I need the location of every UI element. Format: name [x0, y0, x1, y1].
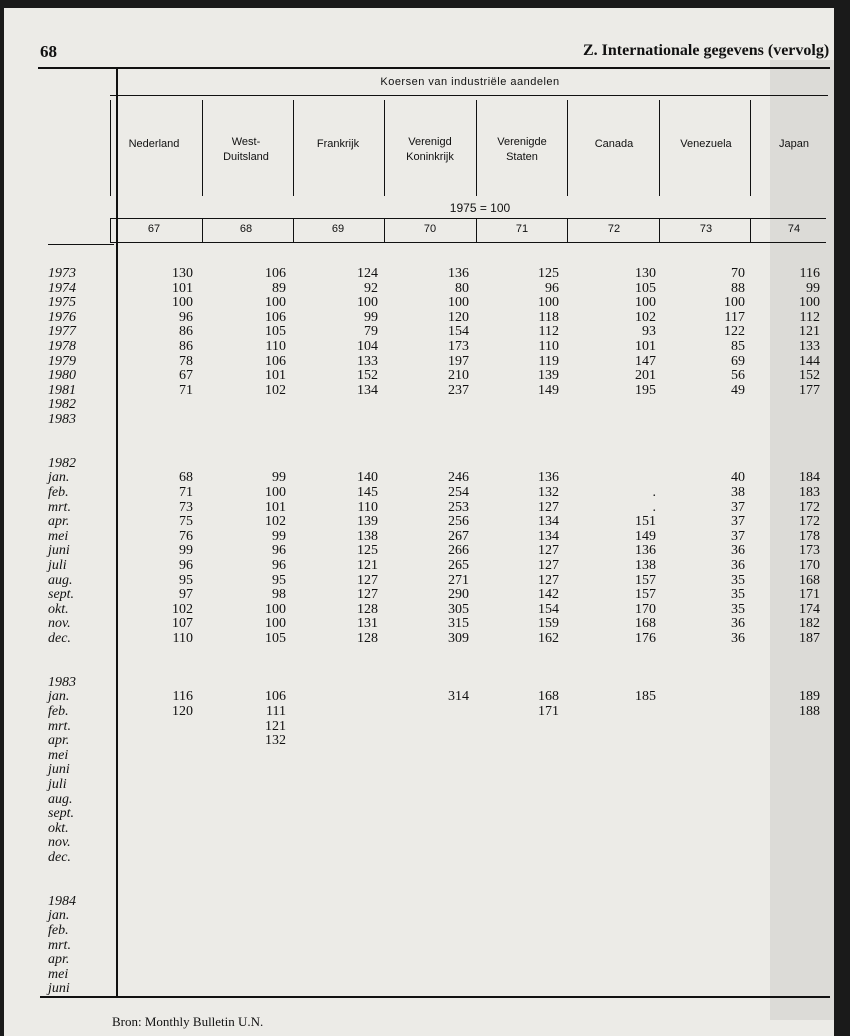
row-label: sept.: [48, 587, 75, 603]
cell-fra: 124: [357, 266, 378, 281]
cell-wdu: 101: [265, 499, 286, 515]
cell-ven: 88: [731, 280, 745, 296]
cell-ven: 36: [731, 543, 745, 559]
cell-vk: 154: [448, 324, 469, 340]
cell-vs: 136: [538, 470, 559, 486]
cell-jap: 178: [799, 528, 820, 544]
cell-vk: 253: [448, 499, 469, 515]
cell-ven: 40: [731, 470, 745, 486]
cell-ven: 56: [731, 368, 745, 384]
cell-wdu: 111: [266, 704, 286, 719]
cell-fra: 100: [357, 295, 378, 311]
cell-can: .: [652, 499, 656, 515]
row-label: 1983: [48, 412, 76, 427]
cell-fra: 140: [357, 470, 378, 486]
cell-jap: 188: [799, 704, 820, 719]
row-label: mei: [48, 966, 69, 982]
column-num-divider: [384, 218, 385, 242]
row-label: 1977: [48, 324, 76, 340]
row-label: juni: [48, 543, 70, 559]
cell-ven: 35: [731, 587, 745, 603]
row-label: feb.: [48, 923, 69, 938]
cell-ned: 96: [179, 558, 193, 573]
cell-jap: 187: [799, 631, 820, 646]
cell-wdu: 100: [265, 485, 286, 500]
cell-wdu: 102: [265, 382, 286, 398]
cell-jap: 121: [799, 324, 820, 340]
cell-vs: 119: [538, 353, 559, 369]
cell-wdu: 99: [272, 528, 286, 544]
cell-vs: 149: [538, 382, 559, 398]
column-number-ned: 67: [147, 223, 161, 235]
cell-wdu: 110: [265, 339, 286, 354]
cell-ven: 70: [731, 266, 745, 281]
cell-can: 170: [635, 601, 656, 617]
cell-ven: 35: [731, 601, 745, 617]
row-label: juli: [48, 558, 67, 573]
cell-wdu: 106: [265, 309, 286, 325]
cell-jap: 189: [799, 689, 820, 705]
bottom-rule: [40, 996, 830, 998]
cell-can: 149: [635, 528, 656, 544]
cell-fra: 110: [357, 499, 378, 515]
cell-jap: 184: [799, 470, 820, 486]
cell-jap: 99: [806, 280, 820, 296]
column-num-divider: [110, 218, 111, 242]
cell-fra: 104: [357, 339, 378, 354]
cell-vs: 132: [538, 485, 559, 500]
cell-ven: 85: [731, 339, 745, 354]
column-header-vk: Verenigd Koninkrijk: [406, 136, 454, 163]
cell-can: 176: [635, 631, 656, 646]
cell-wdu: 96: [272, 558, 286, 573]
row-label: feb.: [48, 704, 69, 719]
cell-ven: 36: [731, 558, 745, 573]
cell-wdu: 100: [265, 601, 286, 617]
row-label: mei: [48, 528, 69, 544]
cell-vs: 134: [538, 528, 559, 544]
row-label: okt.: [48, 820, 69, 836]
cell-can: 157: [635, 587, 656, 603]
row-label: aug.: [48, 791, 73, 807]
cell-vs: 159: [538, 616, 559, 632]
cell-ned: 110: [172, 631, 193, 646]
cell-can: 168: [635, 616, 656, 632]
row-label: apr.: [48, 733, 70, 749]
cell-fra: 99: [364, 309, 378, 325]
row-label: 1981: [48, 382, 76, 398]
row-label: jan.: [48, 908, 70, 924]
page-number: 68: [40, 42, 57, 61]
cell-ned: 73: [179, 499, 193, 515]
row-label: 1976: [48, 309, 76, 325]
cell-wdu: 102: [265, 514, 286, 530]
column-divider: [567, 100, 568, 196]
row-label: aug.: [48, 572, 73, 588]
row-label: 1978: [48, 339, 76, 354]
column-header-can: Canada: [594, 138, 634, 150]
cell-vk: 210: [448, 368, 469, 384]
cell-ven: 122: [724, 324, 745, 340]
cell-jap: 182: [799, 616, 820, 632]
row-label: 1980: [48, 368, 76, 384]
cell-ned: 120: [172, 704, 193, 719]
row-label: mrt.: [48, 718, 71, 734]
cell-can: 130: [635, 266, 656, 281]
cell-jap: 116: [799, 266, 820, 281]
cell-jap: 112: [799, 309, 820, 325]
column-divider: [659, 100, 660, 196]
cell-wdu: 106: [265, 266, 286, 281]
cell-wdu: 99: [272, 470, 286, 486]
cell-fra: 128: [357, 631, 378, 646]
cell-jap: 168: [799, 572, 820, 588]
column-num-divider: [476, 218, 477, 242]
row-label: 1974: [48, 280, 76, 296]
row-label: dec.: [48, 850, 71, 865]
column-header-ned: Nederland: [128, 138, 180, 150]
cell-wdu: 105: [265, 631, 286, 646]
table-title: Koersen van industriële aandelen: [380, 76, 560, 88]
cell-vk: 265: [448, 558, 469, 573]
cell-ned: 86: [179, 324, 193, 340]
cell-ned: 76: [179, 528, 193, 544]
cell-vk: 309: [448, 631, 469, 646]
cell-ven: 100: [724, 295, 745, 311]
column-num-divider: [202, 218, 203, 242]
cell-ven: 69: [731, 353, 745, 369]
cell-wdu: 89: [272, 280, 286, 296]
column-number-ven: 73: [699, 223, 713, 235]
cell-vs: 127: [538, 558, 559, 573]
row-label: feb.: [48, 485, 69, 500]
column-number-vk: 70: [423, 223, 437, 235]
cell-vk: 256: [448, 514, 469, 530]
cell-ned: 86: [179, 339, 193, 354]
row-label: mei: [48, 747, 69, 763]
cell-jap: 183: [799, 485, 820, 500]
cell-vs: 139: [538, 368, 559, 384]
base-rule: [110, 218, 826, 219]
cell-vs: 162: [538, 631, 559, 646]
cell-vs: 112: [538, 324, 559, 340]
cell-ned: 95: [179, 572, 193, 588]
cell-fra: 131: [357, 616, 378, 632]
row-label: apr.: [48, 952, 70, 968]
cell-vs: 142: [538, 587, 559, 603]
cell-vs: 127: [538, 543, 559, 559]
cell-ven: 49: [731, 382, 745, 398]
cell-wdu: 98: [272, 587, 286, 603]
cell-vk: 290: [448, 587, 469, 603]
cell-vk: 237: [448, 382, 469, 398]
cell-can: 93: [642, 324, 656, 340]
cell-ned: 78: [179, 353, 193, 369]
cell-ned: 96: [179, 309, 193, 325]
section-title: Z. Internationale gegevens (vervolg): [583, 42, 830, 59]
cell-can: 195: [635, 382, 656, 398]
cell-fra: 125: [357, 543, 378, 559]
cell-jap: 174: [799, 601, 820, 617]
column-num-divider: [293, 218, 294, 242]
cell-vk: 173: [448, 339, 469, 354]
cell-fra: 92: [364, 280, 378, 296]
cell-jap: 133: [799, 339, 820, 354]
cell-vk: 267: [448, 528, 469, 544]
column-num-divider: [567, 218, 568, 242]
cell-wdu: 105: [265, 324, 286, 340]
cell-fra: 128: [357, 601, 378, 617]
column-header-wdu: West- Duitsland: [223, 136, 269, 163]
cell-jap: 152: [799, 368, 820, 384]
cell-wdu: 106: [265, 353, 286, 369]
cell-wdu: 106: [265, 689, 286, 705]
cell-ned: 71: [179, 485, 193, 500]
cell-can: 157: [635, 572, 656, 588]
column-number-wdu: 68: [239, 223, 253, 235]
row-label: mrt.: [48, 937, 71, 953]
cell-jap: 144: [799, 353, 820, 369]
cell-wdu: 121: [265, 718, 286, 734]
row-label: 1983: [48, 674, 76, 690]
cell-can: 147: [635, 353, 656, 369]
cell-ned: 67: [179, 368, 193, 384]
cell-ven: 37: [731, 514, 745, 530]
cell-wdu: 100: [265, 295, 286, 311]
cell-vk: 305: [448, 601, 469, 617]
cell-can: 136: [635, 543, 656, 559]
row-label: mrt.: [48, 499, 71, 515]
row-label: 1973: [48, 266, 76, 281]
cell-vk: 314: [448, 689, 469, 705]
cell-fra: 133: [357, 353, 378, 369]
cell-ned: 101: [172, 280, 193, 296]
row-label: juni: [48, 981, 70, 997]
cell-ven: 35: [731, 572, 745, 588]
cell-ned: 116: [172, 689, 193, 705]
cell-ned: 107: [172, 616, 193, 632]
column-number-fra: 69: [331, 223, 345, 235]
cell-ven: 38: [731, 485, 745, 500]
cell-jap: 172: [799, 514, 820, 530]
stub-divider: [116, 67, 118, 997]
row-label: juli: [48, 777, 67, 792]
row-label: jan.: [48, 689, 70, 705]
cell-vk: 120: [448, 309, 469, 325]
cell-fra: 138: [357, 528, 378, 544]
base-note: 1975 = 100: [449, 201, 511, 215]
row-label: dec.: [48, 631, 71, 646]
cell-wdu: 96: [272, 543, 286, 559]
cell-vk: 80: [455, 280, 469, 296]
cell-ven: 37: [731, 528, 745, 544]
cell-jap: 173: [799, 543, 820, 559]
cell-vk: 315: [448, 616, 469, 632]
cell-can: 185: [635, 689, 656, 705]
cell-vk: 246: [448, 470, 469, 486]
cell-ned: 75: [179, 514, 193, 530]
column-header-ven: Venezuela: [680, 138, 732, 150]
header-bottom-rule-stub: [48, 244, 114, 245]
row-label: okt.: [48, 601, 69, 617]
row-label: 1982: [48, 397, 76, 413]
row-label: 1979: [48, 353, 76, 369]
cell-can: .: [652, 485, 656, 500]
cell-vs: 168: [538, 689, 559, 705]
cell-wdu: 100: [265, 616, 286, 632]
cell-vs: 154: [538, 601, 559, 617]
cell-can: 201: [635, 368, 656, 384]
cell-vk: 197: [448, 353, 469, 369]
cell-vs: 127: [538, 499, 559, 515]
row-label: nov.: [48, 835, 71, 851]
cell-ned: 97: [179, 587, 193, 603]
cell-jap: 171: [799, 587, 820, 603]
cell-jap: 100: [799, 295, 820, 311]
column-number-vs: 71: [515, 223, 529, 235]
cell-jap: 172: [799, 499, 820, 515]
cell-fra: 145: [357, 485, 378, 500]
cell-vs: 134: [538, 514, 559, 530]
cell-ned: 100: [172, 295, 193, 311]
source-note: Bron: Monthly Bulletin U.N.: [112, 1014, 264, 1029]
cell-ned: 99: [179, 543, 193, 559]
cell-vk: 266: [448, 543, 469, 559]
cell-vs: 171: [538, 704, 559, 719]
cell-can: 151: [635, 514, 656, 530]
row-label: 1984: [48, 893, 76, 909]
cell-vs: 118: [538, 309, 559, 325]
cell-can: 138: [635, 558, 656, 573]
header-bottom-rule-inner: [110, 242, 826, 243]
row-label: juni: [48, 762, 70, 778]
row-label: nov.: [48, 616, 71, 632]
cell-can: 101: [635, 339, 656, 354]
row-label: apr.: [48, 514, 70, 530]
row-label: jan.: [48, 470, 70, 486]
cell-vs: 110: [538, 339, 559, 354]
cell-fra: 79: [364, 324, 378, 340]
column-header-fra: Frankrijk: [316, 138, 360, 150]
column-num-divider: [659, 218, 660, 242]
cell-vk: 100: [448, 295, 469, 311]
cell-ned: 68: [179, 470, 193, 486]
row-label: sept.: [48, 806, 75, 822]
column-header-jap: Japan: [779, 138, 809, 150]
cell-fra: 127: [357, 572, 378, 588]
cell-ned: 71: [179, 382, 193, 398]
cell-vs: 127: [538, 572, 559, 588]
cell-wdu: 95: [272, 572, 286, 588]
column-number-jap: 74: [787, 223, 801, 235]
cell-ven: 117: [724, 309, 745, 325]
cell-ned: 130: [172, 266, 193, 281]
cell-wdu: 101: [265, 368, 286, 384]
cell-vk: 136: [448, 266, 469, 281]
cell-fra: 134: [357, 382, 378, 398]
cell-fra: 152: [357, 368, 378, 384]
cell-vk: 254: [448, 485, 469, 500]
cell-can: 102: [635, 309, 656, 325]
cell-vs: 96: [545, 280, 559, 296]
cell-vs: 125: [538, 266, 559, 281]
cell-vk: 271: [448, 572, 469, 588]
column-num-divider: [750, 218, 751, 242]
cell-ven: 36: [731, 616, 745, 632]
column-header-vs: Verenigde Staten: [497, 136, 547, 163]
column-number-can: 72: [607, 223, 621, 235]
cell-ven: 36: [731, 631, 745, 646]
cell-fra: 139: [357, 514, 378, 530]
cell-wdu: 132: [265, 733, 286, 749]
cell-ned: 102: [172, 601, 193, 617]
cell-jap: 170: [799, 558, 820, 573]
cell-fra: 127: [357, 587, 378, 603]
cell-jap: 177: [799, 382, 820, 398]
cell-vs: 100: [538, 295, 559, 311]
cell-can: 100: [635, 295, 656, 311]
row-label: 1975: [48, 295, 76, 311]
cell-fra: 121: [357, 558, 378, 573]
top-rule: [38, 67, 830, 69]
cell-can: 105: [635, 280, 656, 296]
banner-rule: [110, 95, 828, 96]
cell-ven: 37: [731, 499, 745, 515]
row-label: 1982: [48, 455, 76, 471]
